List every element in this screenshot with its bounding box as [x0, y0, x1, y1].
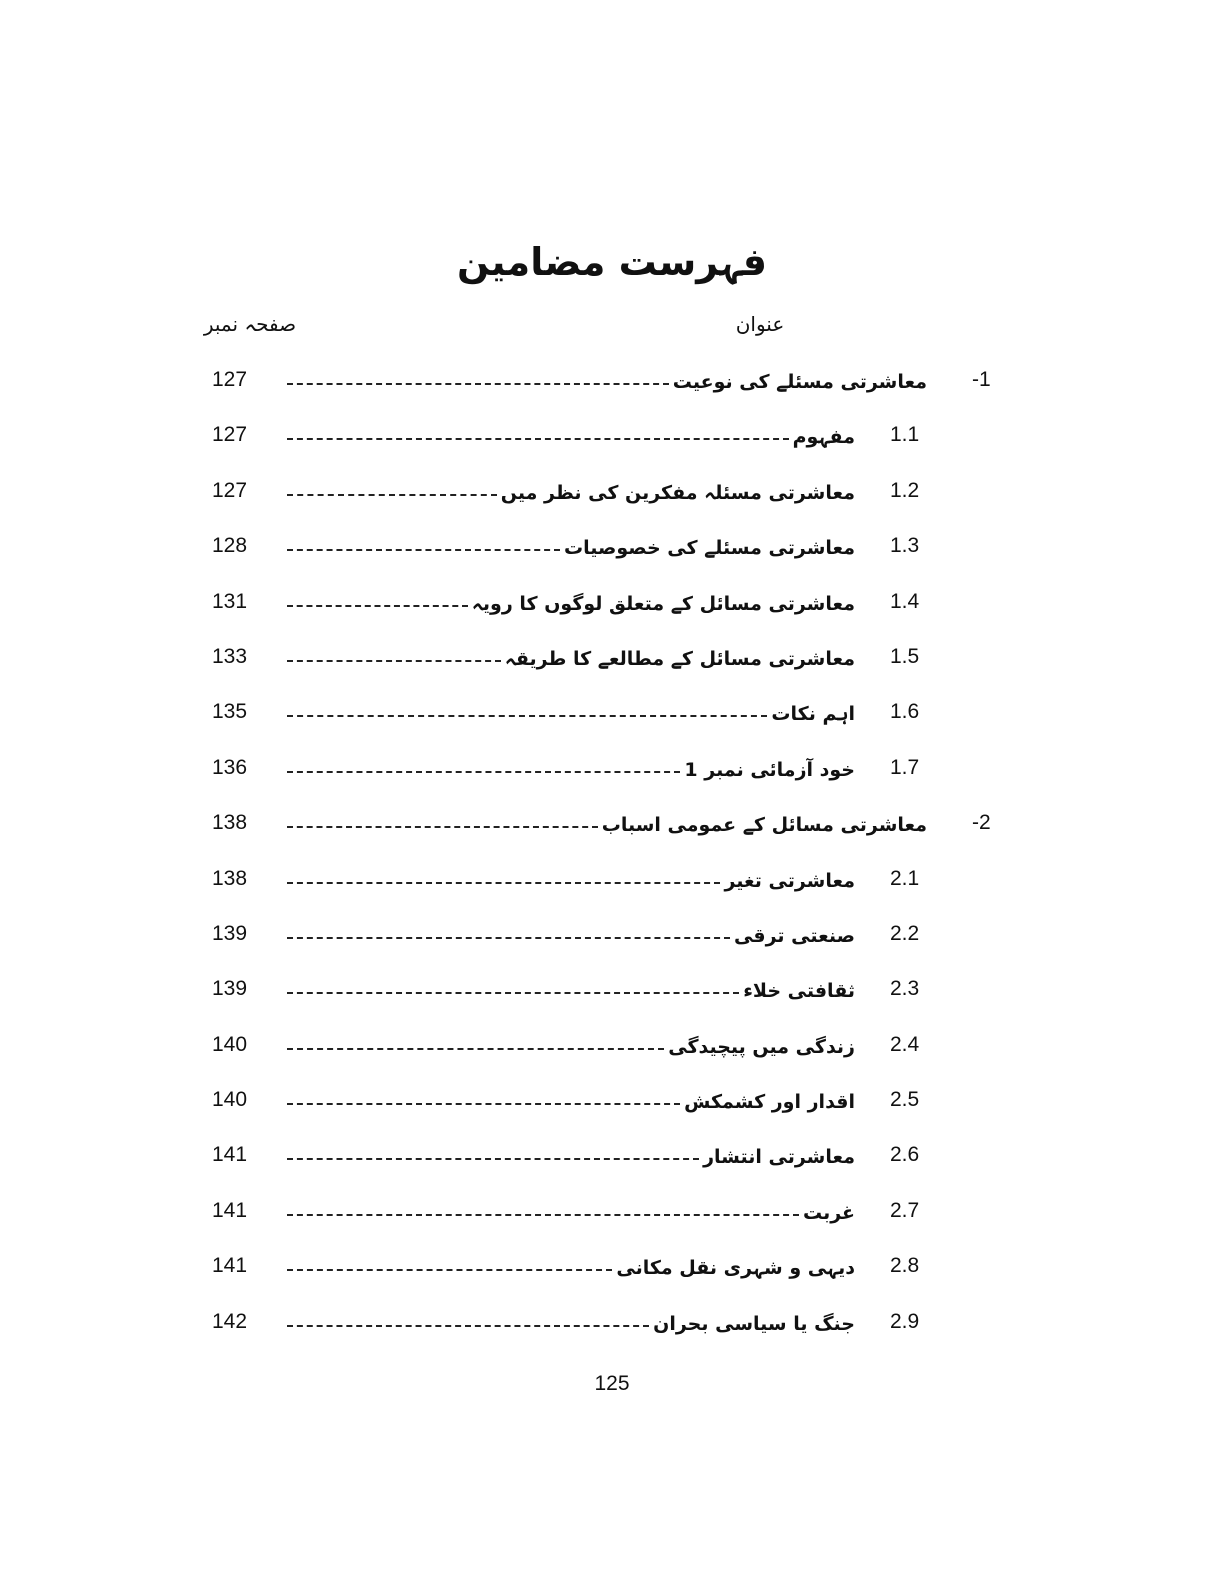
dotted-leader: [287, 1269, 612, 1271]
page-title: فہرست مضامین: [456, 240, 768, 284]
dotted-leader: [287, 937, 730, 939]
toc-page-number: 138: [212, 811, 248, 835]
dotted-leader: [287, 1158, 699, 1160]
toc-section-number: 1.2: [890, 478, 920, 502]
dotted-leader: [287, 1325, 649, 1327]
toc-title: مفہوم: [792, 426, 855, 449]
toc-leader-line: [287, 755, 855, 785]
dotted-leader: [287, 1048, 664, 1050]
toc-entry: [0, 852, 1224, 907]
toc-page-number: 128: [212, 534, 248, 558]
toc-section-number: 2.2: [890, 921, 920, 945]
toc-entry: [0, 575, 1224, 630]
toc-page-number: 135: [212, 700, 248, 724]
toc-title: معاشرتی مسائل کے متعلق لوگوں کا رویہ: [471, 592, 855, 615]
toc-title: معاشرتی مسائل کے عمومی اسباب: [601, 814, 927, 837]
toc-title: ثقافتی خلاء: [743, 980, 855, 1003]
toc-section-number: 2.4: [890, 1032, 920, 1056]
toc-leader-line: [287, 1198, 855, 1228]
toc-title: معاشرتی انتشار: [703, 1146, 855, 1169]
toc-entry: [0, 1018, 1224, 1073]
toc-entry: [0, 630, 1224, 685]
toc-leader-line: [287, 866, 855, 896]
dotted-leader: [287, 1103, 680, 1105]
dotted-leader: [287, 715, 767, 717]
toc-title: زندگی میں پیچیدگی: [668, 1035, 855, 1058]
toc-title: اقدار اور کشمکش: [684, 1091, 855, 1114]
dotted-leader: [287, 771, 680, 773]
toc-page-number: 141: [212, 1143, 248, 1167]
toc-section-number: 1.4: [890, 589, 920, 613]
dotted-leader: [287, 438, 789, 440]
toc-entry: [0, 1239, 1224, 1294]
toc-section-number: 1.7: [890, 755, 920, 779]
toc-section-number: 1.6: [890, 700, 920, 724]
toc-page-number: 127: [212, 478, 248, 502]
toc-entry: [0, 464, 1224, 519]
toc-section-number: 1.3: [890, 534, 920, 558]
toc-section-number: 2.8: [890, 1254, 920, 1278]
toc-leader-line: [287, 921, 855, 951]
toc-section-number: -2: [972, 811, 991, 835]
toc-entry: [0, 1295, 1224, 1350]
toc-entry: [0, 1128, 1224, 1183]
toc-page-number: 131: [212, 589, 248, 613]
toc-entry: [0, 796, 1224, 851]
toc-entry: [0, 685, 1224, 740]
toc-page-number: 127: [212, 423, 248, 447]
toc-leader-line: [287, 478, 855, 508]
toc-leader-line: [287, 976, 855, 1006]
toc-section-number: 2.3: [890, 977, 920, 1001]
toc-title: جنگ یا سیاسی بحران: [653, 1312, 855, 1335]
dotted-leader: [287, 605, 468, 607]
toc-leader-line: [287, 1087, 855, 1117]
toc-section-number: 1.5: [890, 644, 920, 668]
dotted-leader: [287, 1214, 799, 1216]
toc-leader-line: [287, 644, 855, 674]
toc-entry: [0, 519, 1224, 574]
toc-page-number: 139: [212, 977, 248, 1001]
toc-page-number: 133: [212, 644, 248, 668]
toc-title: اہم نکات: [771, 703, 855, 726]
toc-entry: [0, 1073, 1224, 1128]
toc-title: معاشرتی تغیر: [724, 869, 855, 892]
toc-title: معاشرتی مسئلہ مفکرین کی نظر میں: [500, 481, 855, 504]
toc-leader-line: [287, 367, 927, 397]
toc-leader-line: [287, 533, 855, 563]
dotted-leader: [287, 383, 669, 385]
toc-title: معاشرتی مسئلے کی خصوصیات: [563, 537, 855, 560]
toc-leader-line: [287, 1032, 855, 1062]
page-column-heading: صفحہ نمبر: [203, 312, 297, 336]
toc-section-number: 2.1: [890, 866, 920, 890]
dotted-leader: [287, 660, 501, 662]
dotted-leader: [287, 992, 739, 994]
toc-section-number: 2.5: [890, 1088, 920, 1112]
toc-page-number: 140: [212, 1032, 248, 1056]
toc-entry: [0, 353, 1224, 408]
table-of-contents: [0, 353, 1224, 1350]
toc-page-number: 140: [212, 1088, 248, 1112]
toc-page-number: 127: [212, 368, 248, 391]
dotted-leader: [287, 494, 497, 496]
toc-entry: [0, 408, 1224, 463]
toc-title: خود آزمائی نمبر 1: [684, 758, 855, 781]
toc-entry: [0, 1184, 1224, 1239]
toc-page-number: 141: [212, 1198, 248, 1222]
toc-title: غربت: [802, 1201, 855, 1224]
dotted-leader: [287, 882, 720, 884]
toc-entry: [0, 741, 1224, 796]
toc-title: دیہی و شہری نقل مکانی: [616, 1257, 855, 1280]
toc-section-number: 2.6: [890, 1143, 920, 1167]
toc-leader-line: [287, 1309, 855, 1339]
toc-section-number: -1: [972, 368, 991, 391]
toc-title: معاشرتی مسئلے کی نوعیت: [672, 371, 927, 393]
toc-title: صنعتی ترقی: [733, 924, 855, 947]
dotted-leader: [287, 549, 560, 551]
toc-entry: [0, 962, 1224, 1017]
toc-leader-line: [287, 1142, 855, 1172]
toc-page-number: 141: [212, 1254, 248, 1278]
toc-leader-line: [287, 589, 855, 619]
toc-page-number: 138: [212, 866, 248, 890]
footer-page-number: 125: [594, 1372, 630, 1395]
topic-column-heading: عنوان: [735, 312, 785, 336]
toc-page-number: 136: [212, 755, 248, 779]
toc-leader-line: [287, 422, 855, 452]
toc-section-number: 1.1: [890, 423, 920, 447]
toc-entry: [0, 907, 1224, 962]
toc-section-number: 2.7: [890, 1198, 920, 1222]
toc-title: معاشرتی مسائل کے مطالعے کا طریقہ: [504, 647, 855, 670]
toc-leader-line: [287, 810, 927, 840]
dotted-leader: [287, 826, 598, 828]
toc-leader-line: [287, 1253, 855, 1283]
toc-leader-line: [287, 699, 855, 729]
toc-page-number: 139: [212, 921, 248, 945]
toc-page-number: 142: [212, 1309, 248, 1333]
toc-section-number: 2.9: [890, 1309, 920, 1333]
